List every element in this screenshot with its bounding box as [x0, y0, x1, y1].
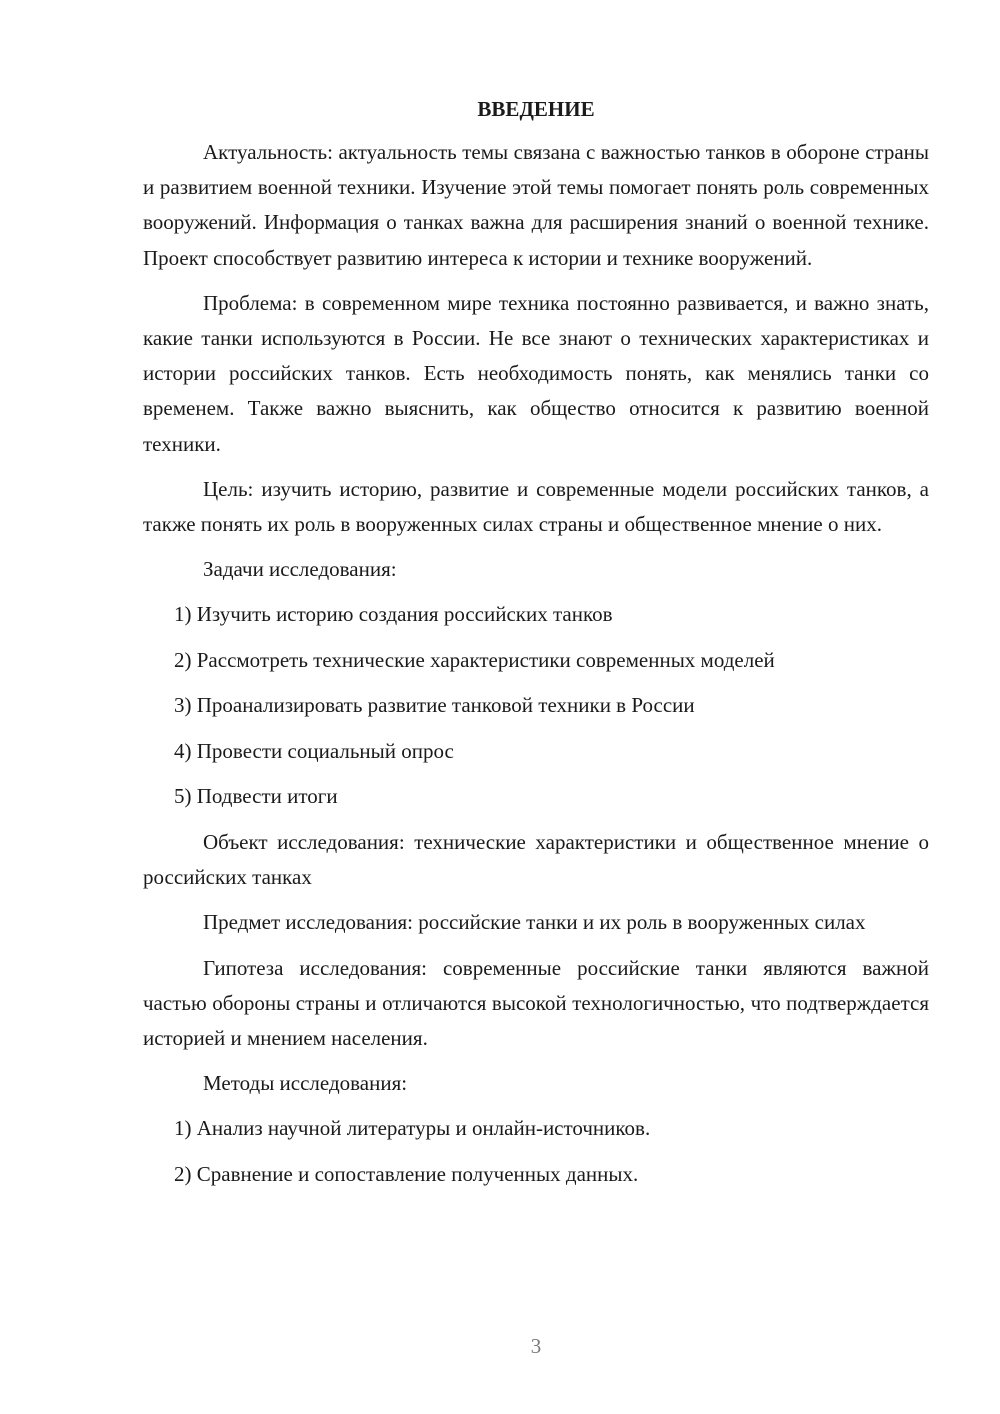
hypothesis-paragraph: Гипотеза исследования: современные российские танки являются важной частью обороны страны и отличаются высокой технологичностью, что подтверждается историей и мнением населения. [143, 955, 929, 1050]
document-page [143, 96, 929, 1202]
tasks-heading: Задачи исследования: [203, 557, 397, 582]
subject-paragraph: Предмет исследования: российские танки и их роль в вооруженных силах [203, 910, 866, 935]
page-number: 3 [530, 1334, 542, 1358]
task-item: 2) Рассмотреть технические характеристики современных моделей [174, 647, 775, 672]
method-item: 1) Анализ научной литературы и онлайн-источников. [174, 1116, 651, 1141]
task-item: 1) Изучить историю создания российских танков [174, 602, 613, 627]
section-title: ВВЕДЕНИЕ [477, 97, 595, 121]
method-item: 2) Сравнение и сопоставление полученных данных. [174, 1161, 639, 1186]
task-item: 3) Проанализировать развитие танковой техники в России [174, 693, 695, 718]
task-item: 4) Провести социальный опрос [174, 738, 454, 763]
methods-heading: Методы исследования: [203, 1071, 408, 1096]
problem-paragraph: Проблема: в современном мире техника постоянно развивается, и важно знать, какие танки используются в России. Не все знают о технических характеристиках и истории российских танков. Есть необходимость понять, как менялись танки со временем. Также важно выяснить, как общество относится к развитию военной техники. [143, 290, 929, 456]
relevance-paragraph: Актуальность: актуальность темы связана с важностью танков в обороне страны и развитием военной техники. Изучение этой темы помогает понять роль современных вооружений. Информация о танках важна для расширения знаний о военной технике. Проект способствует развитию интереса к истории и технике вооружений. [143, 140, 929, 270]
object-paragraph: Объект исследования: технические характеристики и общественное мнение о российских танках [143, 829, 929, 890]
goal-paragraph: Цель: изучить историю, развитие и современные модели российских танков, а также понять их роль в вооруженных силах страны и общественное мнение о них. [143, 476, 929, 537]
task-item: 5) Подвести итоги [174, 784, 338, 809]
